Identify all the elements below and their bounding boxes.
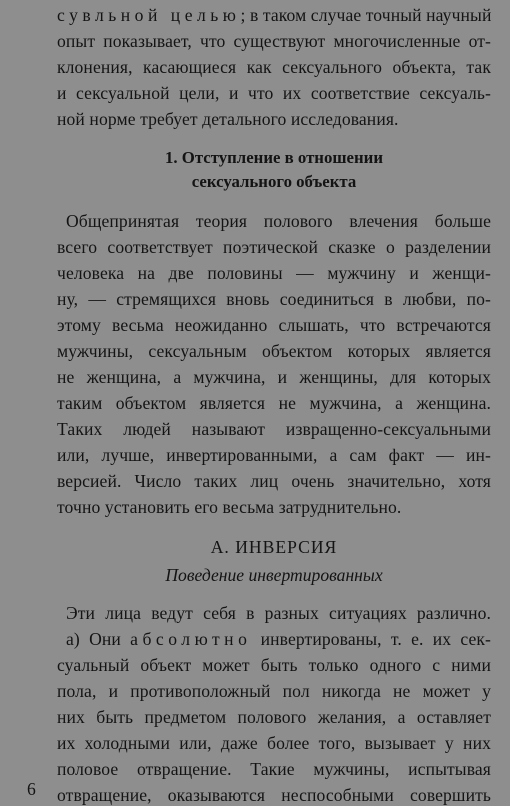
text-line: не женщина, а мужчина, и женщины, для которых bbox=[57, 367, 491, 387]
text-line: точно установить его весьма затруднительно. bbox=[57, 497, 402, 517]
text-line: суальный объект может быть только одного с ними bbox=[57, 655, 491, 675]
text-line: них быть предметом полового желания, а оставляет bbox=[57, 707, 491, 727]
text-line bbox=[57, 4, 491, 26]
text-line: опыт показывает, что существуют многочисленные от- bbox=[57, 31, 491, 51]
text-line: Таких людей называют извращенно-сексуальными bbox=[57, 419, 491, 439]
text-fragment: инвертированы, т. е. их сек- bbox=[251, 629, 491, 649]
text-line: ной норме требует детального исследования. bbox=[57, 109, 399, 129]
text-line: и сексуальной цели, и что их соответствие сексуаль- bbox=[57, 83, 491, 103]
paragraph-first-line: Эти лица ведут себя в разных ситуациях различно. bbox=[66, 603, 491, 623]
text-line: этому весьма неожиданно слышать, что встречаются bbox=[57, 315, 491, 335]
text-line: половое отвращение. Такие мужчины, испытывая bbox=[57, 759, 491, 779]
text-line: отвращение, оказываются неспособными совершить bbox=[57, 785, 491, 805]
subsection-subtitle: Поведение инвертированных bbox=[165, 565, 383, 585]
text-line: всего соответствует поэтической сказке о разделении bbox=[57, 237, 491, 257]
text-fragment: а) Они bbox=[66, 629, 131, 649]
text-line: версией. Число таких лиц очень значительно, хотя bbox=[57, 471, 491, 491]
spaced-text: сувльной целью bbox=[57, 5, 241, 25]
text-line: пола, и противоположный пол никогда не может у bbox=[57, 681, 491, 701]
section-heading-line-2: сексуального объекта bbox=[191, 172, 357, 191]
text-line: человека на две половины — мужчину и женщи- bbox=[57, 263, 491, 283]
text-line: клонения, касающиеся как сексуального объекта, так bbox=[57, 57, 491, 77]
paragraph-first-line: Общепринятая теория полового влечения больше bbox=[66, 211, 491, 231]
text-line: мужчины, сексуальным объектом которых является bbox=[57, 341, 491, 361]
spaced-text: абсолютно bbox=[130, 629, 252, 649]
subsection-title: А. ИНВЕРСИЯ bbox=[210, 537, 338, 557]
section-heading-line-1: 1. Отступление в отношении bbox=[164, 148, 383, 167]
text-line bbox=[66, 628, 491, 650]
page-number: 6 bbox=[27, 779, 36, 799]
text-line: или, лучше, инвертированными, а сам факт — ин- bbox=[57, 445, 491, 465]
text-line: ну, — стремящихся вновь соединиться в любви, по- bbox=[57, 289, 491, 309]
text-line: их холодными или, даже более того, вызывает у них bbox=[57, 733, 491, 753]
text-line: таким объектом является не мужчина, а женщина. bbox=[57, 393, 491, 413]
text-fragment: ; в таком случае точный научный bbox=[240, 5, 492, 25]
